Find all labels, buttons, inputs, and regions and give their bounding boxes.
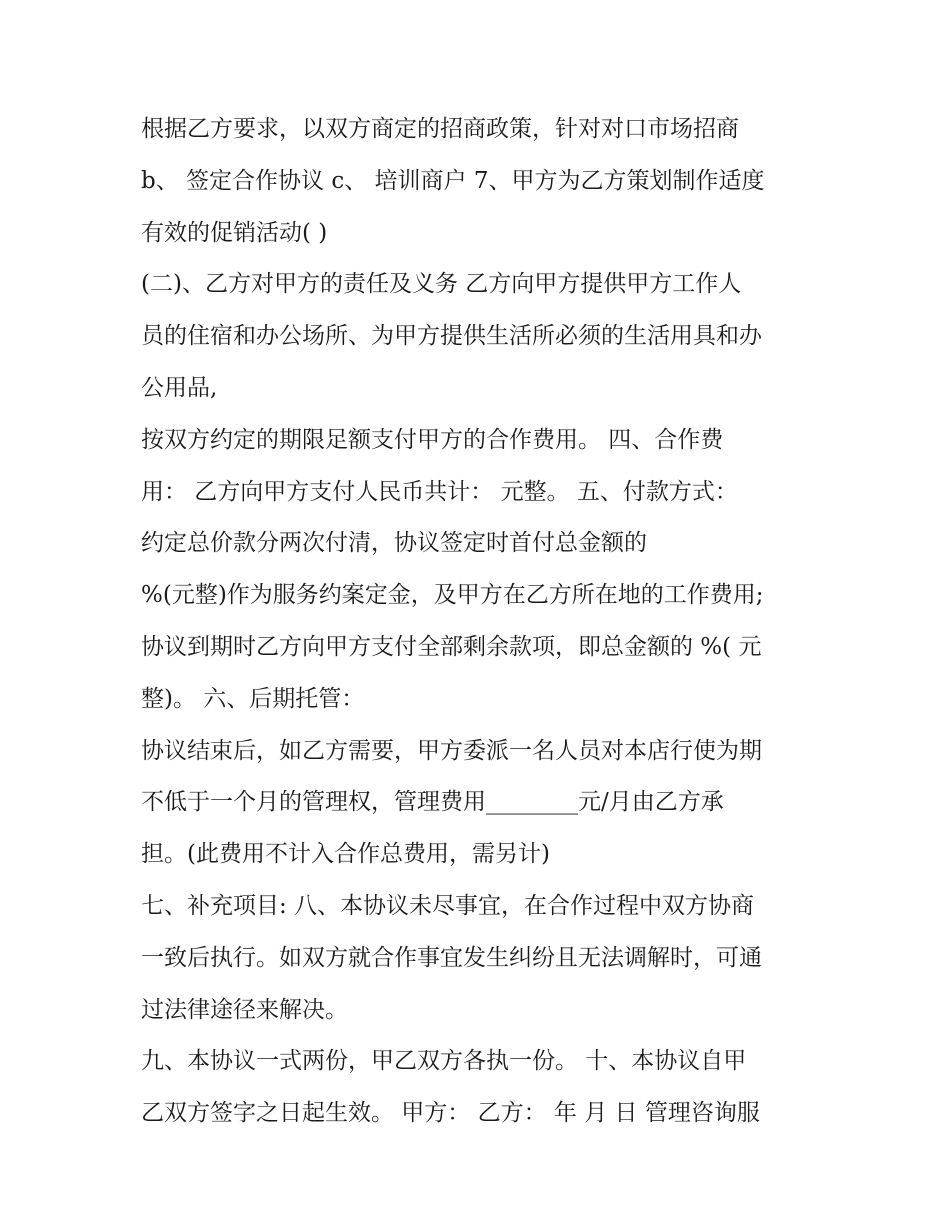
text-line-13: 协议结束后，如乙方需要，甲方委派一名人员对本店行使为期 [141, 737, 762, 764]
text-line-19: 九、本协议一式两份，甲乙双方各执一份。 十、本协议自甲 [141, 1048, 747, 1075]
document-body [141, 104, 841, 1140]
text-line-4: (二)、乙方对甲方的责任及义务 乙方向甲方提供甲方工作人 [141, 271, 742, 298]
text-line-12: 整)。 六、后期托管： [141, 685, 365, 712]
text-line-2: b、 签定合作协议 c、 培训商户 7、甲方为乙方策划制作适度 [141, 167, 765, 194]
text-line-18: 过法律途径来解决。 [141, 996, 348, 1023]
text-line-9: 约定总价款分两次付清，协议签定时首付总金额的 [141, 530, 647, 557]
text-line-15: 担。(此费用不计入合作总费用，需另计) [141, 841, 550, 868]
text-line-1: 根据乙方要求，以双方商定的招商政策，针对对口市场招商 [141, 116, 739, 142]
text-line-3: 有效的促销活动( ) [141, 219, 328, 246]
text-line-20: 乙双方签字之日起生效。 甲方： 乙方： 年 月 日 管理咨询服 [141, 1100, 760, 1127]
text-line-6: 公用品, [141, 374, 218, 401]
text-line-16: 七、补充项目: 八、本协议未尽事宜，在合作过程中双方协商 [141, 892, 755, 919]
text-line-8: 用： 乙方向甲方支付人民币共计： 元整。 五、付款方式： [141, 478, 738, 505]
text-line-10: %(元整)作为服务约案定金，及甲方在乙方所在地的工作费用; [141, 582, 764, 609]
text-line-5: 员的住宿和办公场所、为甲方提供生活所必须的生活用具和办 [141, 323, 762, 350]
text-line-7: 按双方约定的期限足额支付甲方的合作费用。 四、合作费 [141, 426, 724, 453]
text-line-11: 协议到期时乙方向甲方支付全部剩余款项，即总金额的 %( 元 [141, 633, 762, 660]
text-line-14: 不低于一个月的管理权，管理费用________元/月由乙方承 [141, 789, 724, 816]
text-line-17: 一致后执行。如双方就合作事宜发生纠纷且无法调解时，可通 [141, 944, 762, 971]
